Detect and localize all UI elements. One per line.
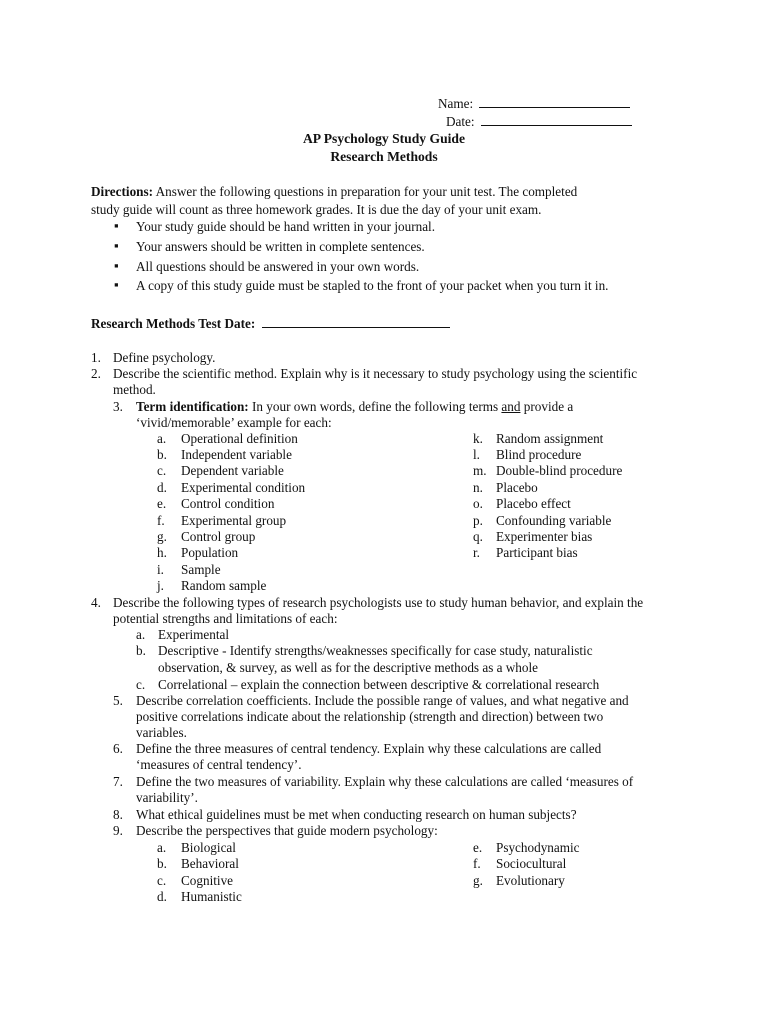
bullet-square-icon: ▪: [114, 238, 119, 253]
term-letter: d.: [157, 480, 167, 495]
term-letter: k.: [473, 431, 483, 446]
term-text: Control group: [181, 529, 256, 544]
term-text: Experimental condition: [181, 480, 306, 495]
term-text: Double-blind procedure: [496, 463, 623, 478]
term-letter: e.: [157, 496, 167, 511]
question-text: variables.: [136, 725, 187, 740]
term-letter: o.: [473, 496, 483, 511]
sub-text: Experimental: [158, 627, 230, 642]
question-text: Describe the scientific method. Explain why is it necessary to study psychology using the scientific: [113, 366, 638, 381]
term-letter: j.: [157, 578, 164, 593]
term-letter: n.: [473, 480, 483, 495]
date-label: Date:: [446, 114, 475, 129]
term-letter: a.: [157, 431, 167, 446]
term-text: Independent variable: [181, 447, 292, 462]
term-text: Psychodynamic: [496, 840, 580, 855]
date-blank: [481, 113, 632, 126]
sub-text: Descriptive - Identify strengths/weaknesses specifically for case study, naturalistic: [158, 643, 593, 658]
term-letter: a.: [157, 840, 167, 855]
term-letter: b.: [157, 447, 167, 462]
sub-letter: a.: [136, 627, 146, 642]
term-text: Sample: [181, 562, 221, 577]
test-date-label: Research Methods Test Date:: [91, 316, 256, 331]
question-number: 9.: [113, 823, 123, 838]
term-letter: p.: [473, 513, 483, 528]
question-text: method.: [113, 382, 156, 397]
bullet-item: [114, 258, 119, 274]
bullet-item: [114, 218, 119, 234]
bullet-text: All questions should be answered in your own words.: [136, 259, 420, 274]
test-date-field: [91, 315, 450, 332]
term-letter: r.: [473, 545, 480, 560]
term-text: Random sample: [181, 578, 267, 593]
question-number: 8.: [113, 807, 123, 822]
term-letter: c.: [157, 463, 167, 478]
question-text: variability’.: [136, 790, 198, 805]
question-text: positive correlations indicate about the relationship (strength and direction) between two: [136, 709, 604, 724]
term-letter: l.: [473, 447, 480, 462]
bullet-text: A copy of this study guide must be stapled to the front of your packet when you turn it in.: [136, 278, 609, 293]
term-letter: e.: [473, 840, 483, 855]
term-letter: d.: [157, 889, 167, 904]
directions-line-2: study guide will count as three homework grades. It is due the day of your unit exam.: [91, 202, 542, 217]
term-text: Evolutionary: [496, 873, 565, 888]
term-text: Behavioral: [181, 856, 239, 871]
term-letter: f.: [473, 856, 481, 871]
question-text: Define the three measures of central tendency. Explain why these calculations are called: [136, 741, 602, 756]
question-number: 6.: [113, 741, 123, 756]
question-number: 3.: [113, 399, 123, 414]
name-field: [438, 95, 630, 112]
date-field: [446, 113, 632, 130]
term-letter: q.: [473, 529, 483, 544]
term-letter: g.: [157, 529, 167, 544]
page-title: AP Psychology Study Guide: [302, 131, 466, 146]
bullet-square-icon: ▪: [114, 277, 119, 292]
page-subtitle: Research Methods: [330, 149, 438, 164]
name-blank: [479, 95, 630, 108]
question-text: Term identification: In your own words, define the following terms and provide a: [136, 399, 574, 414]
term-text: Operational definition: [181, 431, 298, 446]
sub-letter: c.: [136, 677, 146, 692]
question-number: 7.: [113, 774, 123, 789]
term-text: Control condition: [181, 496, 275, 511]
term-text: Participant bias: [496, 545, 578, 560]
term-text: Placebo: [496, 480, 538, 495]
bullet-text: Your answers should be written in complete sentences.: [136, 239, 425, 254]
term-text: Sociocultural: [496, 856, 567, 871]
name-label: Name:: [438, 96, 474, 111]
question-text: ‘vivid/memorable’ example for each:: [136, 415, 332, 430]
term-letter: m.: [473, 463, 487, 478]
sub-letter: b.: [136, 643, 146, 658]
term-text: Blind procedure: [496, 447, 582, 462]
question-text: ‘measures of central tendency’.: [136, 757, 302, 772]
question-number: 2.: [91, 366, 101, 381]
term-text: Experimental group: [181, 513, 287, 528]
bullet-square-icon: ▪: [114, 218, 119, 233]
question-text: Describe the following types of research psychologists use to study human behavior, and explain the: [113, 595, 644, 610]
question-number: 5.: [113, 693, 123, 708]
term-text: Random assignment: [496, 431, 604, 446]
bullet-item: [114, 238, 119, 254]
sub-text: Correlational – explain the connection between descriptive & correlational research: [158, 677, 600, 692]
question-number: 1.: [91, 350, 101, 365]
term-letter: f.: [157, 513, 165, 528]
bullet-square-icon: ▪: [114, 258, 119, 273]
term-text: Cognitive: [181, 873, 234, 888]
directions-label: Directions:: [91, 184, 154, 199]
term-text: Placebo effect: [496, 496, 571, 511]
term-letter: b.: [157, 856, 167, 871]
term-text: Biological: [181, 840, 236, 855]
term-text: Experimenter bias: [496, 529, 593, 544]
term-text: Humanistic: [181, 889, 242, 904]
bullet-text: Your study guide should be hand written in your journal.: [136, 219, 436, 234]
term-letter: h.: [157, 545, 167, 560]
question-text: Define the two measures of variability. Explain why these calculations are called ‘measures of: [136, 774, 634, 789]
question-text: What ethical guidelines must be met when conducting research on human subjects?: [136, 807, 577, 822]
directions-line-1: Directions: Answer the following questions in preparation for your unit test. The completed: [91, 184, 578, 199]
question-text: potential strengths and limitations of each:: [113, 611, 338, 626]
term-text: Confounding variable: [496, 513, 612, 528]
sub-text: observation, & survey, as well as for the descriptive methods as a whole: [158, 660, 539, 675]
question-text: Define psychology.: [113, 350, 216, 365]
test-date-blank: [262, 315, 450, 328]
question-text: Describe the perspectives that guide modern psychology:: [136, 823, 438, 838]
question-number: 4.: [91, 595, 101, 610]
term-text: Dependent variable: [181, 463, 284, 478]
question-text: Describe correlation coefficients. Include the possible range of values, and what negative and: [136, 693, 629, 708]
term-text: Population: [181, 545, 239, 560]
bullet-item: [114, 277, 119, 293]
term-letter: i.: [157, 562, 164, 577]
term-letter: g.: [473, 873, 483, 888]
term-letter: c.: [157, 873, 167, 888]
